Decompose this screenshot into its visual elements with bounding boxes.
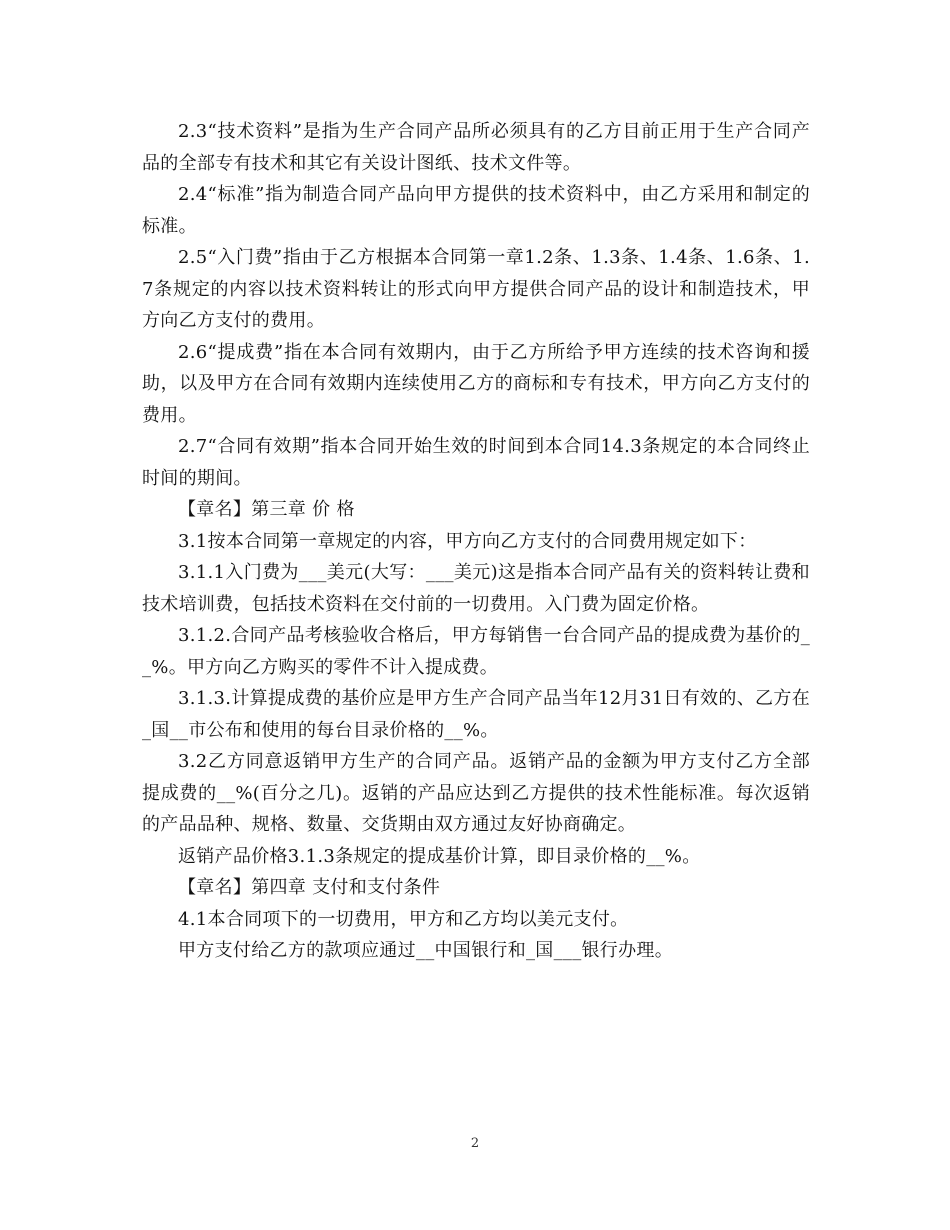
clause-3-1: 3.1按本合同第一章规定的内容，甲方向乙方支付的合同费用规定如下：	[178, 530, 757, 552]
clause-3-1-2: 3.1.2.合同产品考核验收合格后，甲方每销售一台合同产品的提成费为基价的__%。甲方向乙方购买的零件不计入提成费。	[142, 625, 810, 678]
payment-bank-paragraph: 甲方支付给乙方的款项应通过__中国银行和_国___银行办理。	[178, 940, 673, 961]
clause-2-5: 2.5“入门费”指由于乙方根据本合同第一章1.2条、1.3条、1.4条、1.6条、1.7条规定的内容以技术资料转让的形式向甲方提供合同产品的设计和制造技术，甲方向乙方支付的费用。	[142, 247, 810, 331]
clause-2-3: 2.3“技术资料”是指为生产合同产品所必须具有的乙方目前正用于生产合同产品的全部专有技术和其它有关设计图纸、技术文件等。	[142, 121, 810, 174]
clause-3-2: 3.2乙方同意返销甲方生产的合同产品。返销产品的金额为甲方支付乙方全部提成费的__%(百分之几)。返销的产品应达到乙方提供的技术性能标准。每次返销的产品品种、规格、数量、交货期由双方通过友好协商确定。	[142, 751, 810, 835]
clause-2-6: 2.6“提成费”指在本合同有效期内，由于乙方所给予甲方连续的技术咨询和援助，以及甲方在合同有效期内连续使用乙方的商标和专有技术，甲方向乙方支付的费用。	[142, 341, 810, 426]
page-number: 2	[470, 1136, 480, 1151]
chapter-3-heading: 【章名】第三章 价 格	[178, 499, 355, 520]
clause-2-7: 2.7“合同有效期”指本合同开始生效的时间到本合同14.3条规定的本合同终止时间的期间。	[142, 436, 810, 489]
clause-3-1-3: 3.1.3.计算提成费的基价应是甲方生产合同产品当年12月31日有效的、乙方在_国__市公布和使用的每台目录价格的__%。	[142, 688, 810, 741]
chapter-4-heading: 【章名】第四章 支付和支付条件	[178, 877, 441, 898]
clause-4-1: 4.1本合同项下的一切费用，甲方和乙方均以美元支付。	[178, 908, 629, 930]
clause-2-4: 2.4“标准”指为制造合同产品向甲方提供的技术资料中，由乙方采用和制定的标准。	[142, 184, 810, 237]
buyback-price-paragraph: 返销产品价格3.1.3条规定的提成基价计算，即目录价格的__%。	[178, 845, 701, 867]
clause-3-1-1: 3.1.1入门费为___美元(大写：___美元)这是指本合同产品有关的资料转让费和技术培训费，包括技术资料在交付前的一切费用。入门费为固定价格。	[142, 562, 810, 615]
document-body	[142, 116, 810, 967]
